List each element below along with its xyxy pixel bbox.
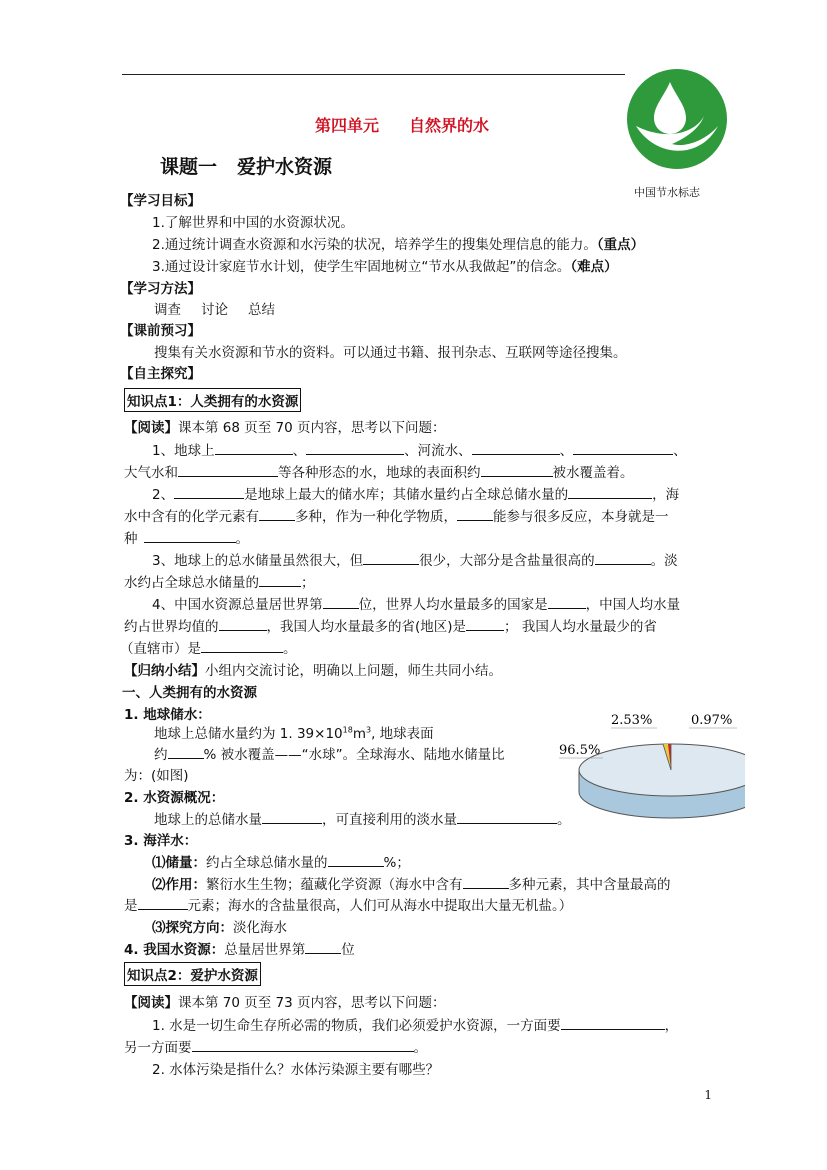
- k1-read: 【阅读】课本第 68 页至 70 页内容，思考以下问题：: [124, 420, 446, 436]
- k2-read: 【阅读】课本第 70 页至 73 页内容，思考以下问题：: [124, 995, 446, 1011]
- pie-slice-seawater: [579, 744, 745, 796]
- notes-heading: 一、人类拥有的水资源: [122, 685, 257, 701]
- knowledge-point-2-box: 知识点2：爱护水资源: [124, 962, 261, 986]
- logo-caption: 中国节水标志: [634, 186, 700, 199]
- note-resources-line: 地球上的总储水量 ，可直接利用的淡水量 。: [154, 812, 571, 828]
- method-heading: 【学习方法】: [120, 281, 201, 297]
- note-earth-storage: 1. 地球储水：: [124, 707, 211, 723]
- unit-number: 第四单元: [315, 116, 380, 135]
- note-ocean-role-line1: ⑵作用：繁衍水生生物；蕴藏化学资源（海水中含有 多种元素，其中含量最高的: [152, 877, 671, 893]
- lesson-name: 爱护水资源: [237, 156, 333, 178]
- water-saving-logo-icon: [626, 68, 728, 180]
- goal-2: 2.通过统计调查水资源和水污染的状况，培养学生的搜集处理信息的能力。（重点）: [152, 237, 645, 253]
- pie-label-0-97: 0.97%: [691, 713, 733, 728]
- method-items: 调查 讨论 总结: [154, 302, 275, 318]
- pie-label-2-53: 2.53%: [611, 713, 653, 728]
- note-ocean-role-line2: 是 元素；海水的含盐量很高，人们可从海水中提取出大量无机盐。）: [124, 898, 573, 914]
- k1-q2-line3: 种 。: [124, 531, 249, 547]
- k2-p2: 2. 水体污染是指什么？水体污染源主要有哪些？: [152, 1062, 440, 1078]
- goals-heading: 【学习目标】: [120, 193, 201, 209]
- k1-q4-line1: 4、中国水资源总量居世界第 位，世界人均水量最多的国家是 ，中国人均水量: [152, 597, 681, 613]
- goal-3: 3.通过设计家庭节水计划，使学生牢固地树立“节水从我做起”的信念。（难点）: [152, 259, 618, 275]
- preview-heading: 【课前预习】: [120, 323, 201, 339]
- k1-q2-line1: 2、 是地球上最大的储水库；其储水量约占全球总储水量的 ，海: [152, 487, 680, 503]
- note-ocean-storage: ⑴储量：约占全球总储水量的 %；: [152, 855, 410, 871]
- note-ocean: 3. 海洋水：: [124, 833, 198, 849]
- note-earth-storage-line1: 地球上总储水量约为 1. $39\times 10^{18}m^3$, 地球表面: [154, 725, 434, 742]
- k2-p1-line2: 另一方面要 。: [124, 1040, 427, 1056]
- page-number: 1: [704, 1088, 712, 1102]
- unit-name: 自然界的水: [409, 116, 490, 135]
- header-rule: [122, 74, 625, 75]
- explore-heading: 【自主探究】: [120, 366, 201, 382]
- goal-1: 1.了解世界和中国的水资源状况。: [152, 215, 354, 231]
- note-ocean-direction: ⑶探究方向：淡化海水: [152, 920, 287, 936]
- k1-summary: 【归纳小结】小组内交流讨论，明确以上问题，师生共同小结。: [124, 663, 502, 679]
- water-storage-pie-chart: [555, 700, 745, 840]
- note-earth-storage-line3: 为：(如图): [124, 768, 189, 784]
- k1-q3-line2: 水约占全球总水储量的 ；: [124, 575, 315, 591]
- lesson-title: [160, 152, 332, 179]
- k1-q4-line3: （直辖市）是 。: [120, 641, 297, 657]
- k1-q3-line1: 3、地球上的总水储量虽然很大，但 很少，大部分是含盐量很高的 。淡: [152, 553, 678, 569]
- note-earth-storage-line2: 约 % 被水覆盖——“水球”。全球海水、陆地水储量比: [154, 747, 505, 763]
- k1-q1-line1: 1、地球上 、 、河流水、 、 、: [152, 443, 687, 459]
- pie-label-96-5: 96.5%: [559, 743, 601, 758]
- note-resources: 2. 水资源概况：: [124, 790, 225, 806]
- lesson-number: 课题一: [160, 156, 218, 178]
- unit-title: [315, 113, 489, 136]
- knowledge-point-1-box: 知识点1：人类拥有的水资源: [124, 388, 301, 412]
- note-china-water: 4. 我国水资源：总量居世界第 位: [124, 942, 355, 958]
- k1-q4-line2: 约占世界均值的 ，我国人均水量最多的省(地区)是 ； 我国人均水量最少的省: [124, 619, 657, 635]
- k1-q1-line2: 大气水和 等各种形态的水，地球的表面积约 被水覆盖着。: [124, 465, 634, 481]
- preview-text: 搜集有关水资源和节水的资料。可以通过书籍、报刊杂志、互联网等途径搜集。: [154, 345, 627, 361]
- k2-p1-line1: 1. 水是一切生命生存所必需的物质，我们必须爱护水资源，一方面要 ，: [152, 1018, 679, 1034]
- k1-q2-line2: 水中含有的化学元素有 多种，作为一种化学物质， 能参与很多反应，本身就是一: [124, 509, 669, 525]
